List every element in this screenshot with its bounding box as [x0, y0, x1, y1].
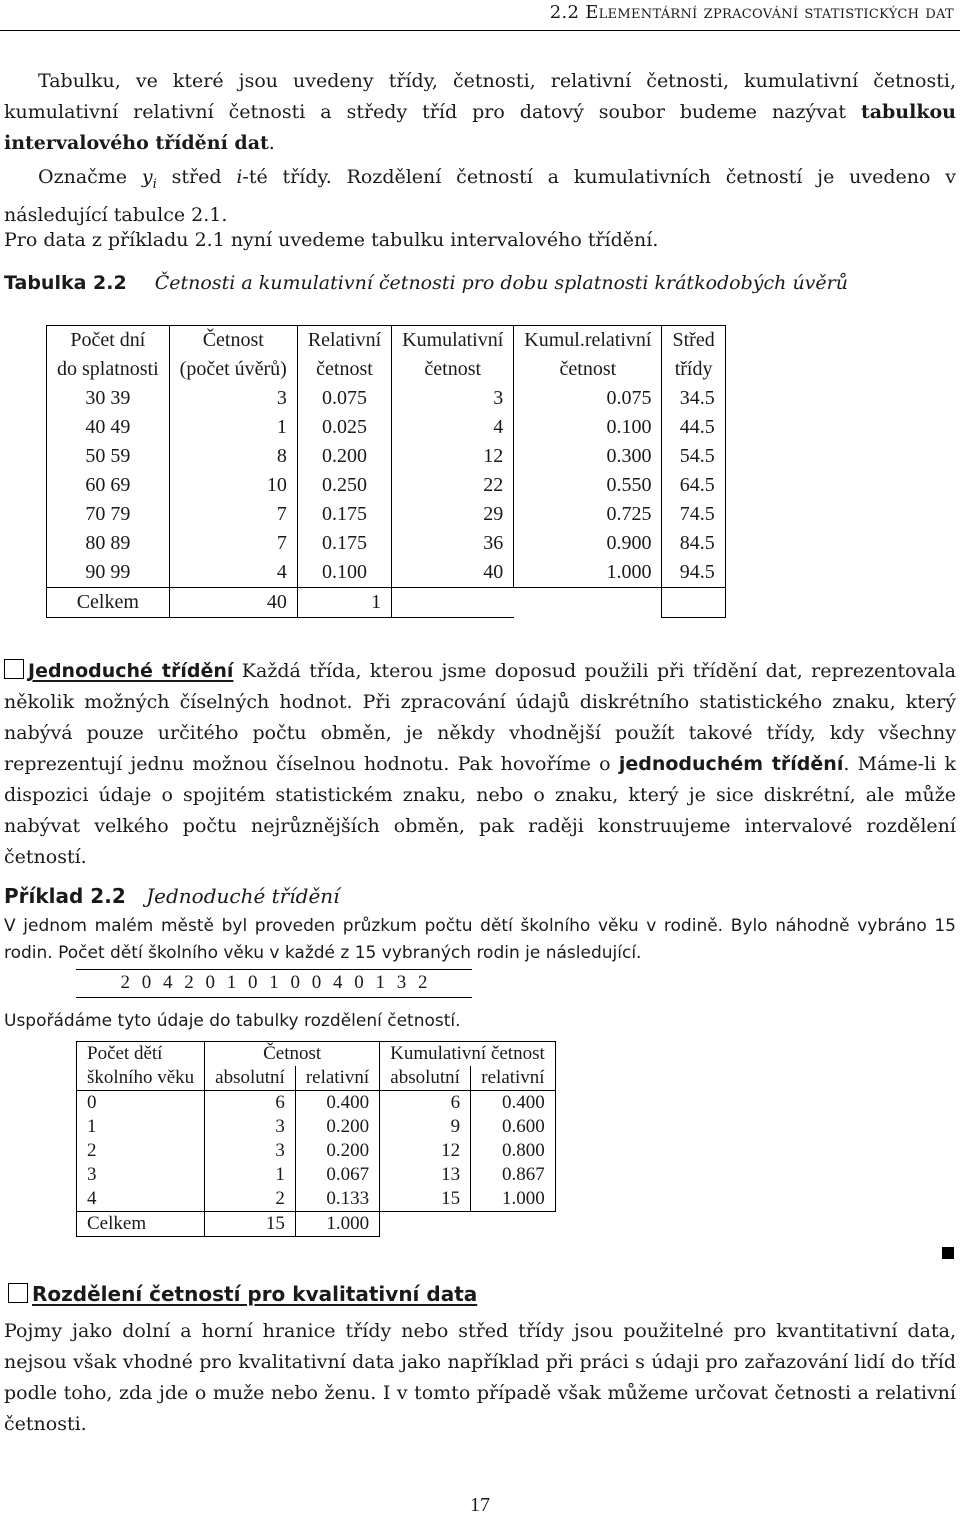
- table1-cell: 0.550: [514, 471, 662, 500]
- table2-total-label: Celkem: [77, 1212, 205, 1237]
- table-row: [47, 442, 726, 471]
- example-text: V jednom malém městě byl proveden průzkum počtu dětí školního věku v rodině. Bylo náhodně vybráno 15 rodin. Počet dětí školního věku v každé z 15 vybraných rodin je následující.: [4, 916, 956, 963]
- table1-cell: 0.075: [297, 384, 391, 413]
- intro-text: Tabulku, ve které jsou uvedeny třídy, četnosti, relativní četnosti, kumulativní četnosti, kumulativní relativní četnosti a středy tříd pro datový soubor budeme nazývat: [4, 70, 956, 123]
- section-heading: Rozdělení četností pro kvalitativní data: [32, 1282, 478, 1306]
- table1-header-cell: Kumul.relativní: [514, 326, 662, 356]
- table1-header-cell: četnost: [392, 355, 514, 384]
- table2-header-cell: školního věku: [77, 1066, 205, 1091]
- table1-cell: 70 79: [47, 500, 170, 529]
- end-of-example-mark: [942, 1247, 954, 1259]
- intro-text: střed: [156, 166, 237, 188]
- qualitative-heading: [8, 1282, 477, 1306]
- table2-cell: 13: [380, 1163, 471, 1187]
- table1-cell: 0.200: [297, 442, 391, 471]
- table2-cell: 2: [77, 1139, 205, 1163]
- table1-header-cell: třídy: [662, 355, 725, 384]
- table1-total-label: Celkem: [47, 588, 170, 618]
- table-frequency-distribution: [76, 1041, 556, 1237]
- math-subscript: i: [152, 176, 157, 192]
- table2-empty-cell: [380, 1212, 471, 1237]
- table2-cell: 0.600: [471, 1115, 556, 1139]
- table1-header-cell: četnost: [514, 355, 662, 384]
- table1-label: Tabulka 2.2: [4, 272, 127, 294]
- table-row: [77, 1187, 556, 1212]
- table2-cell: 0.067: [295, 1163, 379, 1187]
- table1-cell: 44.5: [662, 413, 725, 442]
- table2-total-relative: 1.000: [295, 1212, 379, 1237]
- table2-cell: 15: [380, 1187, 471, 1212]
- table2-total-count: 15: [205, 1212, 296, 1237]
- table2-cell: 6: [205, 1091, 296, 1116]
- table-interval-classification: [46, 325, 726, 618]
- table1-cell: 40: [392, 558, 514, 588]
- running-header: 2.2 Elementární zpracování statistických dat: [549, 2, 954, 23]
- table2-cell: 0: [77, 1091, 205, 1116]
- intro-text: -té třídy. Rozdělení četností a kumulativních četností je uvedeno v následující tabulce 2.1.: [4, 166, 956, 226]
- table-total-row: [47, 588, 726, 618]
- table1-cell: 74.5: [662, 500, 725, 529]
- table2-cell: 3: [77, 1163, 205, 1187]
- intro-paragraph-2: [4, 162, 956, 231]
- table1-header-cell: Střed: [662, 326, 725, 356]
- table1-cell: 0.100: [514, 413, 662, 442]
- table1-cell: 50 59: [47, 442, 170, 471]
- table2-cell: 0.133: [295, 1187, 379, 1212]
- table-row: [77, 1163, 556, 1187]
- intro-paragraph-1: [4, 66, 956, 159]
- table-row: [47, 558, 726, 588]
- table1-cell: 36: [392, 529, 514, 558]
- table1-cell: 7: [169, 500, 297, 529]
- table2-cell: 4: [77, 1187, 205, 1212]
- table2-empty-cell: [471, 1212, 556, 1237]
- intro-text-end: .: [268, 132, 275, 154]
- table2-header-cell: Počet dětí: [77, 1042, 205, 1067]
- table1-cell: 4: [392, 413, 514, 442]
- term-bold: jednoduchém třídění: [618, 753, 844, 775]
- table1-cell: 10: [169, 471, 297, 500]
- table2-cell: 9: [380, 1115, 471, 1139]
- table1-cell: 7: [169, 529, 297, 558]
- table1-cell: 84.5: [662, 529, 725, 558]
- table-row: [47, 500, 726, 529]
- section-text: . Máme-li k dispozici údaje o spojitém statistickém znaku, nebo o znaku, který je sice diskrétní, ale může nabývat velkého počtu nejrůznějších obměn, pak raději konstruujeme intervalové rozdělení četností.: [4, 753, 956, 868]
- table2-cell: 1.000: [471, 1187, 556, 1212]
- table1-header-cell: Četnost: [169, 326, 297, 356]
- table2-cell: 3: [205, 1115, 296, 1139]
- example-heading: [4, 884, 340, 908]
- qualitative-paragraph: Pojmy jako dolní a horní hranice třídy nebo střed třídy jsou použitelné pro kvantitativní data, nejsou však vhodné pro kvalitativní data jako například při práci s údaji pro zařazování lidí do tříd podle toho, zda jde o muže nebo ženu. I v tomto případě však můžeme určovat četnosti a relativní četnosti.: [4, 1320, 956, 1435]
- table1-cell: 90 99: [47, 558, 170, 588]
- header-rule: [0, 30, 960, 31]
- table1-cell: 30 39: [47, 384, 170, 413]
- math-y: y: [141, 166, 153, 188]
- section-text: Každá třída, kterou jsme doposud použili při třídění dat, reprezentovala několik možných číselných hodnot. Při zpracování údajů diskrétního statistického znaku, který nabývá pouze určitého počtu obměn, je někdy vhodnější použít takové třídy, kdy všechny reprezentují jednu možnou číselnou hodnotu. Pak hovoříme o: [4, 660, 957, 775]
- example-title: Jednoduché třídění: [146, 884, 340, 908]
- table1-cell: 0.725: [514, 500, 662, 529]
- table1-caption-text: Četnosti a kumulativní četnosti pro dobu splatnosti krátkodobých úvěrů: [154, 272, 848, 294]
- table-row: [47, 529, 726, 558]
- table2-header-cell: relativní: [295, 1066, 379, 1091]
- section-box-icon: [4, 659, 24, 679]
- example-data-sequence: 2 0 4 2 0 1 0 1 0 0 4 0 1 3 2: [76, 969, 472, 998]
- table2-cell: 0.200: [295, 1115, 379, 1139]
- table1-cell: 94.5: [662, 558, 725, 588]
- table1-cell: 22: [392, 471, 514, 500]
- table2-header-cell: absolutní: [380, 1066, 471, 1091]
- table1-header-cell: Počet dní: [47, 326, 170, 356]
- table1-cell: 3: [392, 384, 514, 413]
- table2-group-header: Četnost: [205, 1042, 380, 1067]
- math-i: i: [236, 166, 243, 188]
- table2-cell: 1: [205, 1163, 296, 1187]
- table1-cell: 0.175: [297, 529, 391, 558]
- table1-cell: 12: [392, 442, 514, 471]
- table2-cell: 12: [380, 1139, 471, 1163]
- table1-cell: 0.025: [297, 413, 391, 442]
- table-row: [77, 1139, 556, 1163]
- table1-header-cell: Relativní: [297, 326, 391, 356]
- table1-empty-cell: [392, 588, 514, 618]
- table1-header-cell: (počet úvěrů): [169, 355, 297, 384]
- table1-cell: 40 49: [47, 413, 170, 442]
- table2-cell: 0.867: [471, 1163, 556, 1187]
- table1-header-cell: Kumulativní: [392, 326, 514, 356]
- table1-cell: 0.900: [514, 529, 662, 558]
- table2-cell: 2: [205, 1187, 296, 1212]
- table1-empty-cell: [662, 588, 725, 618]
- table1-cell: 1.000: [514, 558, 662, 588]
- table1-empty-cell: [514, 588, 662, 618]
- table-row: [47, 413, 726, 442]
- table2-cell: 6: [380, 1091, 471, 1116]
- section-box-icon: [8, 1283, 28, 1303]
- table1-cell: 54.5: [662, 442, 725, 471]
- table1-cell: 0.100: [297, 558, 391, 588]
- table1-cell: 0.175: [297, 500, 391, 529]
- intro-paragraph-3: Pro data z příkladu 2.1 nyní uvedeme tabulku intervalového třídění.: [4, 229, 659, 251]
- intro-text: Označme: [38, 166, 142, 188]
- table1-cell: 80 89: [47, 529, 170, 558]
- table2-cell: 1: [77, 1115, 205, 1139]
- table1-cell: 4: [169, 558, 297, 588]
- table2-header-cell: absolutní: [205, 1066, 296, 1091]
- table2-cell: 0.200: [295, 1139, 379, 1163]
- table1-cell: 34.5: [662, 384, 725, 413]
- table2-group-header: Kumulativní četnost: [380, 1042, 556, 1067]
- table1-cell: 64.5: [662, 471, 725, 500]
- table1-header-cell: četnost: [297, 355, 391, 384]
- table1-cell: 8: [169, 442, 297, 471]
- table1-cell: 0.250: [297, 471, 391, 500]
- table1-cell: 1: [169, 413, 297, 442]
- section-heading: Jednoduché třídění: [28, 660, 234, 682]
- table-row: [47, 471, 726, 500]
- table1-total-count: 40: [169, 588, 297, 618]
- simple-classification-section: [4, 656, 956, 873]
- example-after-text: Uspořádáme tyto údaje do tabulky rozdělení četností.: [4, 1011, 461, 1031]
- table1-caption: [4, 272, 848, 294]
- table1-cell: 60 69: [47, 471, 170, 500]
- table-total-row: [77, 1212, 556, 1237]
- table1-header-cell: do splatnosti: [47, 355, 170, 384]
- table1-cell: 0.300: [514, 442, 662, 471]
- page-number: 17: [470, 1494, 490, 1516]
- table1-cell: 0.075: [514, 384, 662, 413]
- table2-cell: 0.800: [471, 1139, 556, 1163]
- table1-cell: 3: [169, 384, 297, 413]
- example-label: Příklad 2.2: [4, 884, 126, 908]
- table2-header-cell: relativní: [471, 1066, 556, 1091]
- table2-cell: 0.400: [295, 1091, 379, 1116]
- table-row: [77, 1091, 556, 1116]
- table1-cell: 29: [392, 500, 514, 529]
- table-row: [77, 1115, 556, 1139]
- table-row: [47, 384, 726, 413]
- table2-cell: 3: [205, 1139, 296, 1163]
- table1-total-relative: 1: [297, 588, 391, 618]
- table2-cell: 0.400: [471, 1091, 556, 1116]
- term-bold: tabulkou intervalového třídění dat: [4, 101, 956, 154]
